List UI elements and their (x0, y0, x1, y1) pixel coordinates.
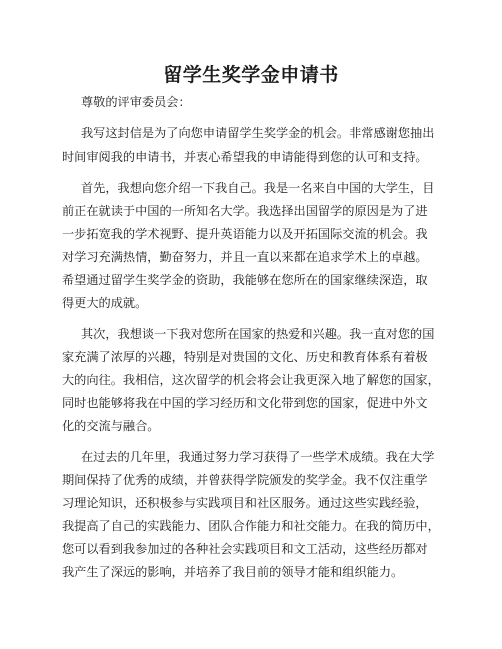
paragraph-4-line-5: 您可以看到我参加过的各种社会实践项目和文工活动，这些经历都对 (62, 542, 428, 556)
paragraph-2-line-1: 首先，我想向您介绍一下我自己。我是一名来自中国的大学生，目 (81, 181, 435, 195)
paragraph-4-line-1: 在过去的几年里，我通过努力学习获得了一些学术成绩。我在大学 (81, 450, 435, 464)
paragraph-2-line-3: 一步拓宽我的学术视野、提升英语能力以及开拓国际交流的机会。我 (62, 227, 428, 241)
paragraph-2-line-2: 前正在就读于中国的一所知名大学。我选择出国留学的原因是为了进 (62, 204, 428, 218)
paragraph-3-line-2: 家充满了浓厚的兴趣，特别是对贵国的文化、历史和教育体系有着极 (62, 350, 428, 364)
paragraph-2-line-4: 对学习充满热情，勤奋努力，并且一直以来都在追求学术上的卓越。 (62, 250, 428, 264)
document-title: 留学生奖学金申请书 (163, 64, 339, 86)
greeting: 尊敬的评审委员会： (81, 95, 191, 109)
paragraph-2-line-6: 得更大的成就。 (62, 296, 148, 310)
paragraph-4-line-2: 期间保持了优秀的成绩，并曾获得学院颁发的奖学金。我不仅注重学 (62, 473, 428, 487)
paragraph-1-line-1: 我写这封信是为了向您申请留学生奖学金的机会。非常感谢您抽出 (81, 126, 435, 140)
paragraph-4-line-3: 习理论知识，还积极参与实践项目和社区服务。通过这些实践经验， (62, 496, 428, 510)
paragraph-4-line-6: 我产生了深远的影响，并培养了我目前的领导才能和组织能力。 (62, 565, 404, 579)
paragraph-1-line-2: 时间审阅我的申请书，并衷心希望我的申请能得到您的认可和支持。 (62, 150, 428, 164)
paragraph-3-line-3: 大的向往。我相信，这次留学的机会将会让我更深入地了解您的国家， (62, 373, 440, 387)
paragraph-3-line-1: 其次，我想谈一下我对您所在国家的热爱和兴趣。我一直对您的国 (81, 327, 435, 341)
paragraph-3-line-5: 化的交流与融合。 (62, 419, 160, 433)
paragraph-4-line-4: 我提高了自己的实践能力、团队合作能力和社交能力。在我的简历中， (62, 519, 440, 533)
paragraph-3-line-4: 同时也能够将我在中国的学习经历和文化带到您的国家，促进中外文 (62, 396, 428, 410)
paragraph-2-line-5: 希望通过留学生奖学金的资助，我能够在您所在的国家继续深造，取 (62, 273, 428, 287)
